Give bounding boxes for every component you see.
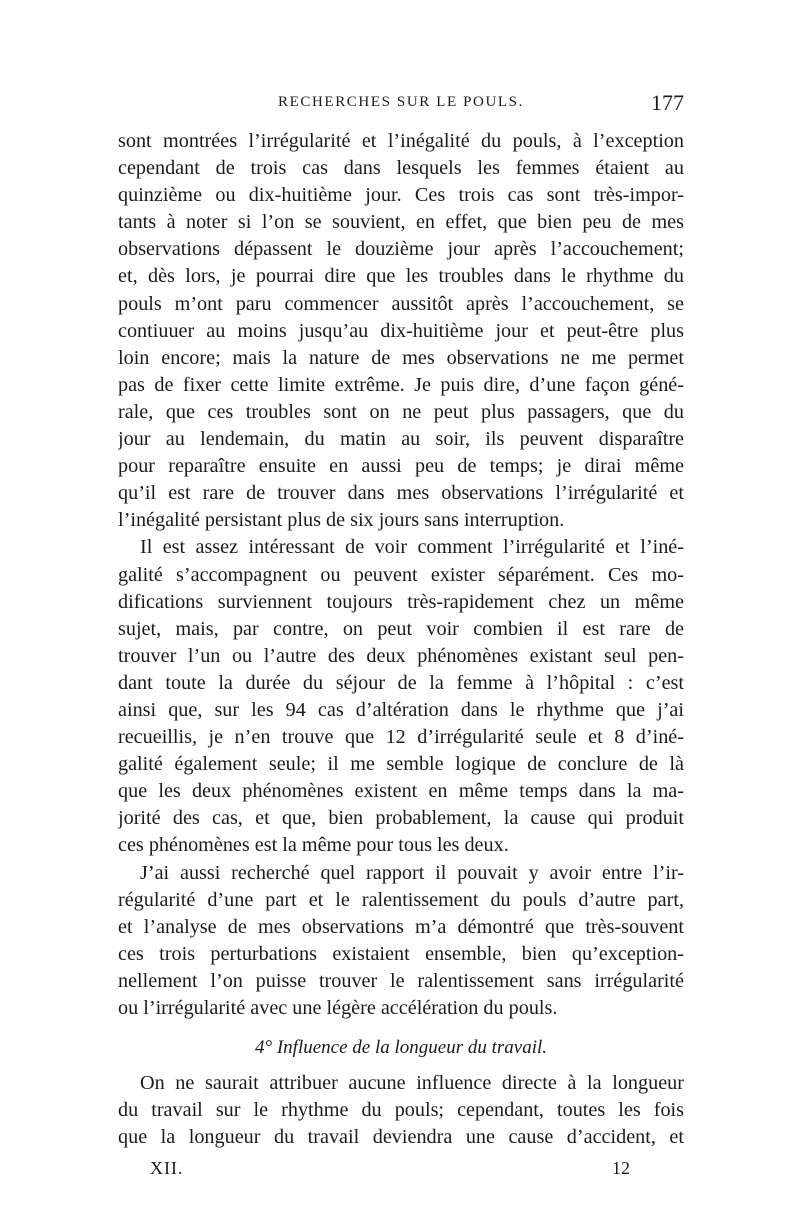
text-line: tants à noter si l’on se souvient, en effet, que bien peu de mes — [118, 211, 684, 234]
text-line: dant toute la durée du séjour de la femme à l’hôpital : c’est — [118, 671, 684, 694]
text-line: jour au lendemain, du matin au soir, ils peuvent disparaître — [118, 428, 684, 451]
text-line: que les deux phénomènes existent en même temps dans la ma- — [118, 780, 684, 803]
text-line: ces phénomènes est la même pour tous les deux. — [118, 834, 509, 857]
text-line: nellement l’on puisse trouver le ralentissement sans irrégularité — [118, 969, 684, 992]
text-line: pour reparaître ensuite en aussi peu de temps; je dirai même — [118, 455, 684, 478]
paragraph-3 — [118, 860, 684, 1023]
running-title: RECHERCHES SUR LE POULS. — [278, 94, 524, 110]
text-line: On ne saurait attribuer aucune influence directe à la longueur — [140, 1072, 684, 1095]
text-line: Il est assez intéressant de voir comment l’irrégularité et l’iné- — [140, 536, 684, 559]
text-line: quinzième ou dix-huitième jour. Ces trois cas sont très-impor- — [118, 184, 684, 207]
text-line: sont montrées l’irrégularité et l’inégalité du pouls, à l’exception — [118, 130, 684, 152]
paragraph-2 — [118, 534, 684, 859]
paragraph-1 — [118, 128, 684, 534]
text-line: qu’il est rare de trouver dans mes observations l’irrégularité et — [118, 482, 684, 505]
text-line: loin encore; mais la nature de mes observations ne me permet — [118, 346, 684, 369]
text-line: recueillis, je n’en trouve que 12 d’irrégularité seule et 8 d’iné- — [118, 726, 684, 749]
signature-mark: XII. — [150, 1158, 184, 1178]
text-line: sujet, mais, par contre, on peut voir combien il est rare de — [118, 617, 684, 640]
text-line: galité s’accompagnent ou peuvent exister séparément. Ces mo- — [118, 563, 684, 586]
text-line: trouver l’un ou l’autre des deux phénomènes existant seul pen- — [118, 644, 684, 667]
body-text — [118, 128, 684, 1151]
section-heading: 4° Influence de la longueur du travail. — [254, 1037, 547, 1059]
text-line: régularité d’une part et le ralentissement du pouls d’autre part, — [118, 888, 684, 911]
text-line: que la longueur du travail deviendra une cause d’accident, et — [118, 1126, 684, 1149]
text-line: et, dès lors, je pourrai dire que les troubles dans le rhythme du — [118, 265, 684, 288]
sheet-number: 12 — [612, 1158, 630, 1178]
page-number: 177 — [651, 90, 684, 115]
text-line: difications surviennent toujours très-rapidement chez un même — [118, 590, 684, 613]
text-line: rale, que ces troubles sont on ne peut plus passagers, que du — [118, 400, 684, 423]
text-line: ainsi que, sur les 94 cas d’altération dans le rhythme que j’ai — [118, 698, 684, 721]
text-line: jorité des cas, et que, bien probablement, la cause qui produit — [118, 807, 684, 830]
text-line: galité également seule; il me semble logique de conclure de là — [118, 753, 684, 776]
text-line: l’inégalité persistant plus de six jours sans interruption. — [118, 509, 565, 532]
text-line: pouls m’ont paru commencer aussitôt après l’accouchement, se — [118, 292, 684, 315]
text-line: contiuuer au moins jusqu’au dix-huitième jour et peut-être plus — [118, 319, 684, 342]
running-head — [118, 90, 684, 120]
text-line: cependant de trois cas dans lesquels les femmes étaient au — [118, 157, 684, 180]
text-line: pas de fixer cette limite extrême. Je puis dire, d’une façon géné- — [118, 373, 684, 396]
text-line: ou l’irrégularité avec une légère accélération du pouls. — [118, 997, 558, 1019]
paragraph-4 — [118, 1070, 684, 1151]
text-line: et l’analyse de mes observations m’a démontré que très-souvent — [118, 915, 684, 938]
text-line: du travail sur le rhythme du pouls; cependant, toutes les fois — [118, 1099, 684, 1122]
text-line: J’ai aussi recherché quel rapport il pouvait y avoir entre l’ir- — [140, 861, 684, 884]
text-line: observations dépassent le douzième jour après l’accouchement; — [118, 238, 684, 261]
page-footer — [150, 1158, 630, 1184]
text-line: ces trois perturbations existaient ensemble, bien qu’exception- — [118, 942, 684, 965]
